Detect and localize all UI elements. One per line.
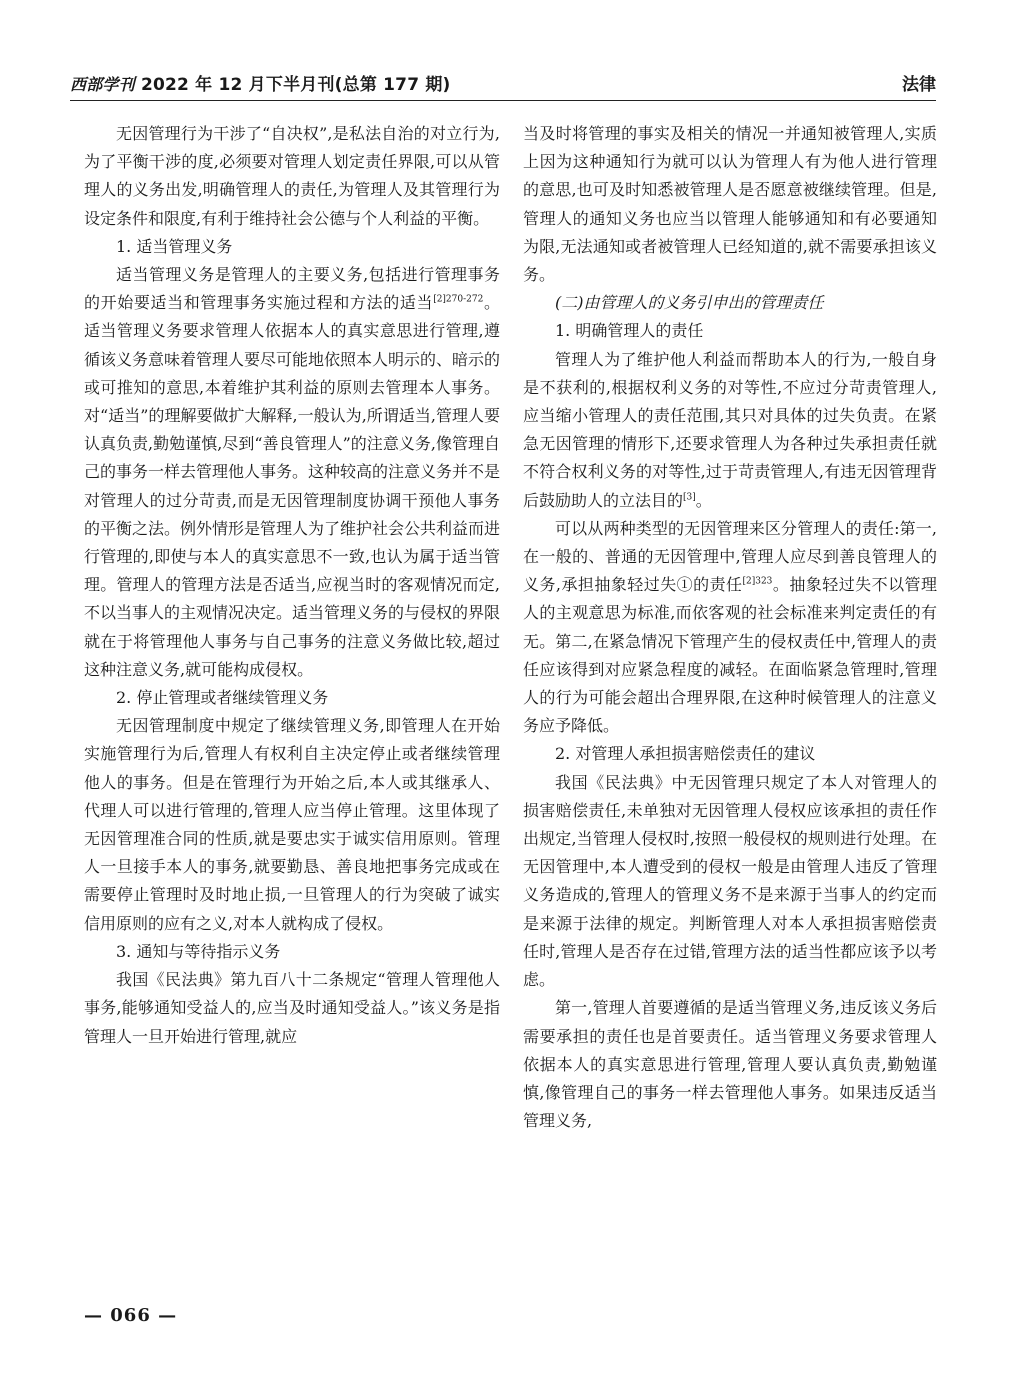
- section-heading: [84, 233, 500, 261]
- paragraph-text: 无因管理制度中规定了继续管理义务,即管理人在开始实施管理行为后,管理人有权利自主决定停止或者继续管理他人的事务。但是在管理行为开始之后,本人或其继承人、代理人可以进行管理的,管理人应当停止管理。这里体现了无因管理准合同的性质,就是要忠实于诚实信用原则。管理人一旦接手本人的事务,就要勤恳、善良地把事务完成或在需要停止管理时及时地止损,一旦管理人的行为突破了诚实信用原则的应有之义,对本人就构成了侵权。: [84, 716, 500, 933]
- paragraph-text: 第一,管理人首要遵循的是适当管理义务,违反该义务后需要承担的责任也是首要责任。适当管理义务要求管理人依据本人的真实意思进行管理,管理人要认真负责,勤勉谨慎,像管理自己的事务一样去管理他人事务。如果违反适当管理义务,: [523, 998, 937, 1131]
- paragraph-text: 管理人为了维护他人利益而帮助本人的行为,一般自身是不获利的,根据权利义务的对等性,不应过分苛责管理人,应当缩小管理人的责任范围,其只对具体的过失负责。在紧急无因管理的情形下,还要求管理人为各种过失承担责任就不符合权利义务的对等性,过于苛责管理人,有违无因管理背后鼓励助人的立法目的: [523, 349, 937, 510]
- citation: [3]: [683, 492, 696, 503]
- paragraph-text: 当及时将管理的事实及相关的情况一并通知被管理人,实质上因为这种通知行为就可以认为管理人有为他人进行管理的意思,也可及时知悉被管理人是否愿意被继续管理。但是,管理人的通知义务也应当以管理人能够通知和有必要通知为限,无法通知或者被管理人已经知道的,就不需要承担该义务。: [523, 124, 937, 285]
- issue-info: 2022 年 12 月下半月刊(总第 177 期): [140, 75, 451, 95]
- citation: [2]323: [742, 576, 773, 587]
- header-rule: [70, 100, 936, 101]
- paragraph: [84, 966, 500, 1051]
- paragraph-text: 2. 停止管理或者继续管理义务: [116, 688, 329, 708]
- paragraph: [523, 120, 937, 289]
- paragraph-text: 无因管理行为干涉了“自决权”,是私法自治的对立行为,为了平衡干涉的度,必须要对管理人划定责任界限,可以从管理人的义务出发,明确管理人的责任,为管理人及其管理行为设定条件和限度,有利于维持社会公德与个人利益的平衡。: [84, 124, 500, 228]
- left-column: [84, 120, 500, 1051]
- right-column: [523, 120, 937, 1135]
- page-number: — 066 —: [84, 1305, 178, 1326]
- journal-title: [70, 70, 451, 95]
- section-heading: [84, 684, 500, 712]
- paragraph-text: 2. 对管理人承担损害赔偿责任的建议: [555, 744, 816, 764]
- journal-logo: 西部学刊: [70, 75, 135, 94]
- paragraph-text: (二)由管理人的义务引申出的管理责任: [555, 293, 824, 313]
- running-header: [70, 70, 936, 98]
- paragraph: [523, 346, 937, 515]
- citation: [2]270-272: [433, 294, 484, 305]
- paragraph-text: 1. 适当管理义务: [116, 236, 233, 256]
- paragraph-text: 。: [695, 490, 712, 510]
- section-heading: [84, 938, 500, 966]
- paragraph-text: 3. 通知与等待指示义务: [116, 941, 281, 961]
- paragraph: [84, 712, 500, 938]
- section-heading: [523, 740, 937, 768]
- paragraph-text: 我国《民法典》中无因管理只规定了本人对管理人的损害赔偿责任,未单独对无因管理人侵权应该承担的责任作出规定,当管理人侵权时,按照一般侵权的规则进行处理。在无因管理中,本人遭受到的侵权一般是由管理人违反了管理义务造成的,管理人的管理义务不是来源于当事人的约定而是来源于法律的规定。判断管理人对本人承担损害赔偿责任时,管理人是否存在过错,管理方法的适当性都应该予以考虑。: [523, 772, 937, 990]
- section-heading: [523, 317, 937, 345]
- paragraph-text: 。适当管理义务要求管理人依据本人的真实意思进行管理,遵循该义务意味着管理人要尽可能地依照本人明示的、暗示的或可推知的意思,本着维护其利益的原则去管理本人事务。对“适当”的理解要做扩大解释,一般认为,所谓适当,管理人要认真负责,勤勉谨慎,尽到“善良管理人”的注意义务,像管理自己的事务一样去管理他人事务。这种较高的注意义务并不是对管理人的过分苛责,而是无因管理制度协调干预他人事务的平衡之法。例外情形是管理人为了维护社会公共利益而进行管理的,即使与本人的真实意思不一致,也认为属于适当管理。管理人的管理方法是否适当,应视当时的客观情况而定,不以当事人的主观情况决定。适当管理义务的与侵权的界限就在于将管理他人事务与自己事务的注意义务做比较,超过这种注意义务,就可能构成侵权。: [84, 293, 501, 679]
- paragraph: [84, 120, 500, 233]
- section-label: 法律: [902, 75, 936, 95]
- paragraph-text: 适当管理义务是管理人的主要义务,包括进行管理事务的开始要适当和管理事务实施过程和方法的适当: [84, 265, 500, 313]
- paragraph-text: 我国《民法典》第九百八十二条规定“管理人管理他人事务,能够通知受益人的,应当及时通知受益人。”该义务是指管理人一旦开始进行管理,就应: [84, 970, 500, 1046]
- paragraph: [523, 769, 937, 995]
- paragraph: [523, 515, 937, 741]
- paragraph-text: 1. 明确管理人的责任: [555, 321, 704, 341]
- paragraph-text: 可以从两种类型的无因管理来区分管理人的责任:第一,在一般的、普通的无因管理中,管理人应尽到善良管理人的义务,承担抽象轻过失①的责任: [523, 518, 937, 595]
- subsection-heading: [523, 289, 937, 317]
- paragraph: [84, 261, 500, 684]
- paragraph-text: 。抽象轻过失不以管理人的主观意思为标准,而依客观的社会标准来判定责任的有无。第二,在紧急情况下管理产生的侵权责任中,管理人的责任应该得到对应紧急程度的减轻。在面临紧急管理时,管理人的行为可能会超出合理界限,在这种时候管理人的注意义务应予降低。: [523, 575, 937, 736]
- paragraph: [523, 994, 937, 1135]
